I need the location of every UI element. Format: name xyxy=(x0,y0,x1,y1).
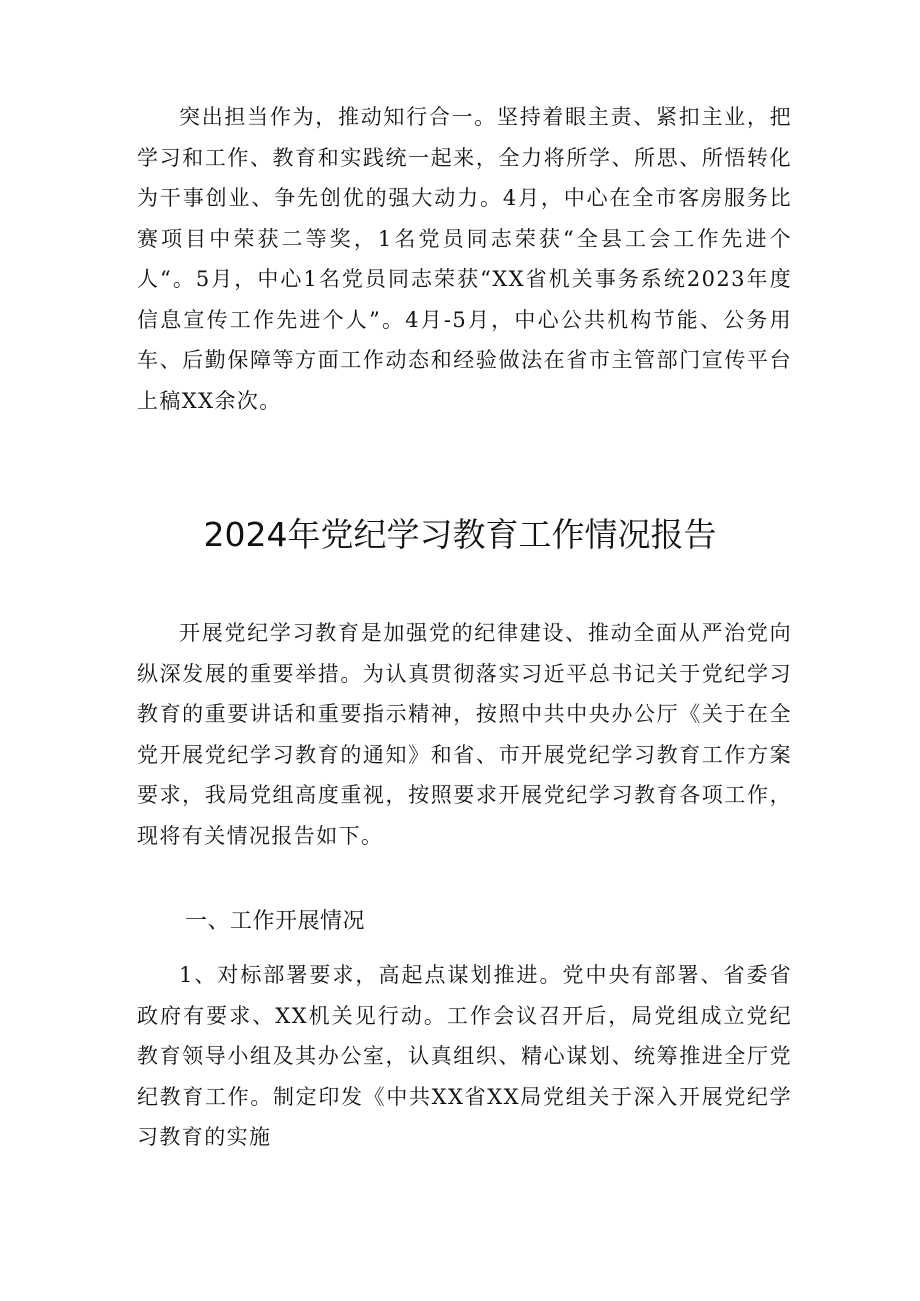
continuation-paragraph-block xyxy=(137,97,792,421)
item-paragraph: 1、对标部署要求，高起点谋划推进。党中央有部署、省委省政府有要求、XX机关见行动。工作会议召开后，局党组成立党纪教育领导小组及其办公室，认真组织、精心谋划、统筹推进全厅党纪教育工作。制定印发《中共XX省XX局党组关于深入开展党纪学习教育的实施 xyxy=(137,963,792,1149)
intro-paragraph: 开展党纪学习教育是加强党的纪律建设、推动全面从严治党向纵深发展的重要举措。为认真贯彻落实习近平总书记关于党纪学习教育的重要讲话和重要指示精神，按照中共中央办公厅《关于在全党开展党纪学习教育的通知》和省、市开展党纪学习教育工作方案要求，我局党组高度重视，按照要求开展党纪学习教育各项工作，现将有关情况报告如下。 xyxy=(137,621,792,848)
section-heading: 一、工作开展情况 xyxy=(185,909,366,934)
intro-paragraph-block xyxy=(137,613,792,856)
item-paragraph-block xyxy=(137,955,792,1158)
document-title: 2024年党纪学习教育工作情况报告 xyxy=(203,515,717,554)
continuation-paragraph: 突出担当作为，推动知行合一。坚持着眼主责、紧扣主业，把学习和工作、教育和实践统一起来，全力将所学、所思、所悟转化为干事创业、争先创优的强大动力。4月，中心在全市客房服务比赛项目中荣获二等奖，1名党员同志荣获“全县工会工作先进个人“。5月，中心1名党员同志荣获“XX省机关事务系统2023年度信息宣传工作先进个人”。4月-5月，中心公共机构节能、公务用车、后勤保障等方面工作动态和经验做法在省市主管部门宣传平台上稿XX余次。 xyxy=(137,105,792,413)
